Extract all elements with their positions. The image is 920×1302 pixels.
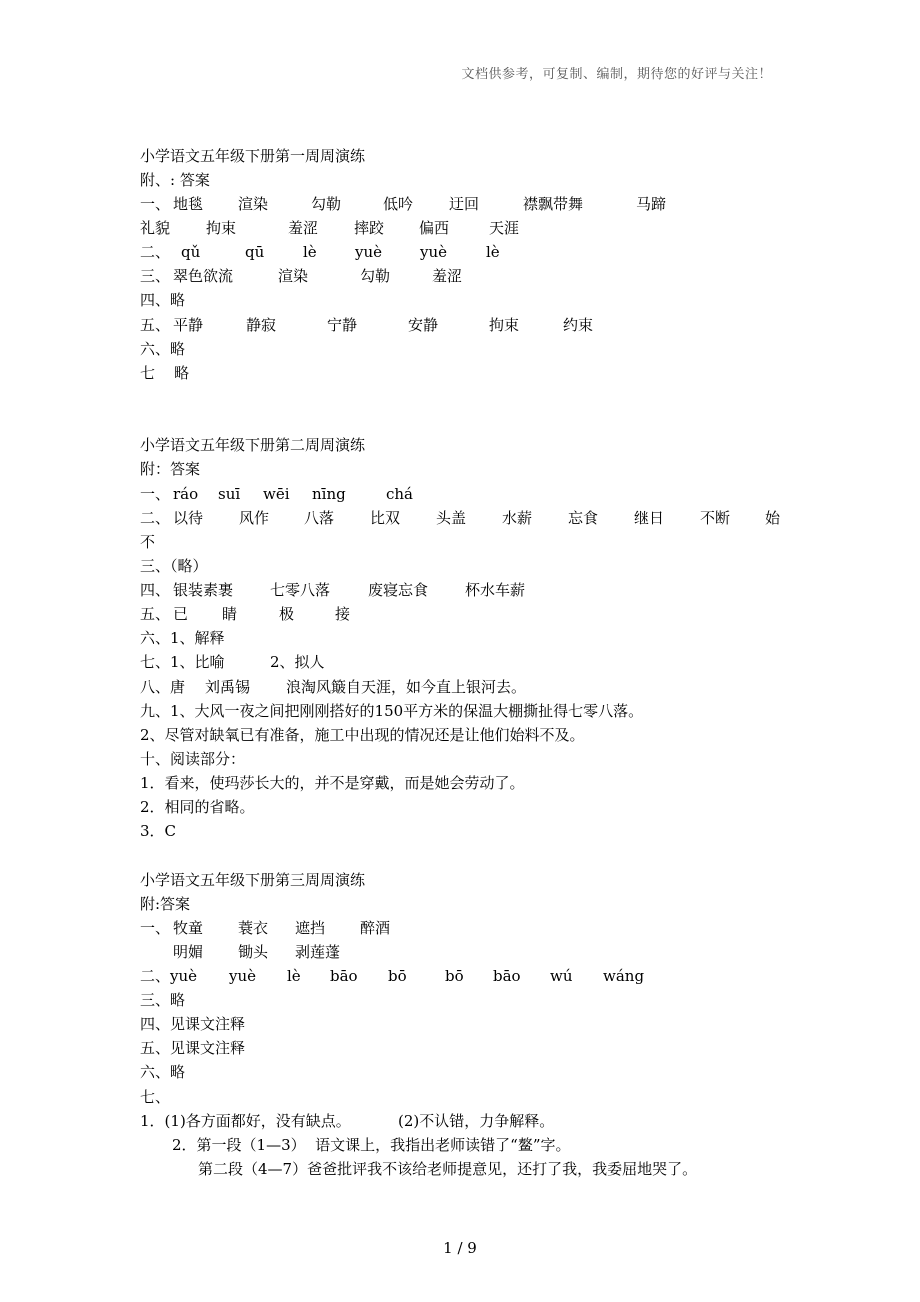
answer-item: yuè [355,243,383,261]
answer-item: 锄头 [238,943,269,961]
q-number: 五、 [140,316,171,334]
week2-q8 [140,677,527,697]
answer-item: 明媚 [173,943,204,961]
week1-q6: 六、略 [140,340,186,358]
answer-item: wēi [263,485,290,503]
answer-item: 礼貌 [140,219,171,237]
answer-item: 头盖 [436,509,467,527]
week1-q7: 七 略 [140,364,190,382]
answer-item: 遮挡 [295,919,326,937]
week2-reading-3: 3．C [140,822,177,840]
q-number: 二、 [140,243,171,261]
answer-item: yuè [420,243,448,261]
q-number: 一、 [140,195,171,213]
answer-item: 七、1、比喻 [140,653,225,671]
answer-item: lè [287,967,301,985]
answer-item: 羞涩 [432,267,463,285]
page-number: 1 / 9 [443,1239,477,1257]
answer-item: 低吟 [383,195,414,213]
answer-item: 偏西 [419,219,450,237]
answer-item: 浪淘风簸自天涯，如今直上银河去。 [286,678,527,696]
week2-q5 [140,604,351,624]
answer-item: 刘禹锡 [205,678,251,696]
answer-item: 接 [335,605,351,623]
answer-item: 2、拟人 [270,653,325,671]
answer-item: suī [218,485,241,503]
answer-item: 蓑衣 [238,919,269,937]
answer-item: 1．(1)各方面都好，没有缺点。 [140,1112,351,1130]
week2-q3: 三、（略） [140,557,208,575]
q-number: 五、 [140,605,171,623]
q-number: 四、 [140,581,171,599]
q-number: 一、 [140,485,171,503]
week1-answer-label: 附、: 答案 [140,171,210,189]
answer-item: 以待 [173,509,204,527]
week3-title: 小学语文五年级下册第三周周演练 [140,871,366,889]
week1-q1-row1 [140,194,667,214]
page-header: 文档供参考，可复制、编制，期待您的好评与关注！ [461,67,772,82]
answer-item: yuè [229,967,257,985]
answer-item: 已 [173,605,189,623]
week1-q4: 四、略 [140,291,186,309]
q-number: 二、 [140,509,171,527]
answer-item: 剥莲蓬 [295,943,341,961]
answer-item: bāo [493,967,521,985]
week2-q6: 六、1、解释 [140,629,225,647]
answer-item: nīng [312,485,346,503]
answer-item: 银装素裹 [173,581,234,599]
answer-item: qū [245,243,265,261]
week2-q4 [140,580,526,600]
answer-item: bō [445,967,464,985]
answer-item: qǔ [181,243,201,261]
answer-item: 风作 [239,509,270,527]
week3-q2 [140,966,645,986]
answer-item: ráo [173,485,199,503]
answer-item: 七零八落 [270,581,331,599]
answer-item: 约束 [563,316,594,334]
answer-item: 勾勒 [360,267,391,285]
answer-item: 八、唐 [140,678,186,696]
week3-answer-label: 附:答案 [140,895,191,913]
week2-answer-label: 附：答案 [140,460,201,478]
week3-q4: 四、见课文注释 [140,1015,246,1033]
answer-item: yuè [170,967,198,985]
answer-item: 始 [765,509,781,527]
week3-q3: 三、略 [140,991,186,1009]
week3-reading-2: 2．第一段（1—3） 语文课上，我指出老师读错了“鳌”字。 [172,1136,571,1154]
answer-item: 平静 [173,316,204,334]
answer-item: 摔跤 [354,219,385,237]
answer-item: 迂回 [449,195,480,213]
answer-item: 牧童 [173,919,204,937]
answer-item: 极 [279,605,295,623]
answer-item: 羞涩 [288,219,319,237]
week3-q1-row1 [140,918,391,938]
week2-q7 [140,652,325,672]
answer-item: 宁静 [327,316,358,334]
q-number: 二、 [140,967,171,985]
answer-item: 废寝忘食 [368,581,429,599]
answer-item: 天涯 [489,219,520,237]
answer-item: 水薪 [502,509,533,527]
answer-item: 继日 [634,509,665,527]
answer-item: 不断 [700,509,731,527]
answer-item: 醉酒 [360,919,391,937]
answer-item: wú [550,967,573,985]
answer-item: 睛 [222,605,238,623]
answer-item: 静寂 [246,316,277,334]
week2-q9-1: 九、1、大风一夜之间把刚刚搭好的150平方米的保温大棚撕扯得七零八落。 [140,702,644,720]
answer-item: 翠色欲流 [173,267,234,285]
week1-q2 [140,242,500,262]
answer-item: chá [386,485,414,503]
week2-q1 [140,484,414,504]
answer-item: 拘束 [206,219,237,237]
answer-item: 安静 [408,316,439,334]
week1-q5 [140,315,594,335]
answer-item: wáng [603,967,645,985]
answer-item: 襟飘带舞 [523,195,584,213]
answer-item: 勾勒 [311,195,342,213]
answer-item: bō [388,967,407,985]
answer-item: 杯水车薪 [465,581,526,599]
answer-item: 忘食 [568,509,599,527]
week3-q5: 五、见课文注释 [140,1039,246,1057]
week3-q7: 七、 [140,1088,171,1106]
week3-q6: 六、略 [140,1063,186,1081]
week2-q9-2: 2、尽管对缺氧已有准备，施工中出现的情况还是让他们始料不及。 [140,726,585,744]
week2-title: 小学语文五年级下册第二周周演练 [140,436,366,454]
answer-item: 马蹄 [636,195,667,213]
week2-reading-1: 1．看来，使玛莎长大的，并不是穿戴，而是她会劳动了。 [140,774,525,792]
answer-item: 拘束 [489,316,520,334]
answer-item: lè [486,243,500,261]
answer-item: (2)不认错，力争解释。 [398,1112,555,1130]
answer-item: lè [303,243,317,261]
week2-q2 [140,508,781,528]
week1-title: 小学语文五年级下册第一周周演练 [140,147,366,165]
week2-q2-wrap: 不 [140,533,156,551]
answer-item: 渲染 [238,195,269,213]
answer-item: 比双 [370,509,401,527]
q-number: 一、 [140,919,171,937]
answer-item: 地毯 [173,195,204,213]
week3-reading-1 [140,1111,555,1131]
week1-q3 [140,266,463,286]
answer-item: 八落 [304,509,335,527]
week2-q10: 十、阅读部分： [140,750,246,768]
week2-reading-2: 2．相同的省略。 [140,798,255,816]
answer-item: 渲染 [278,267,309,285]
q-number: 三、 [140,267,171,285]
answer-item: bāo [330,967,358,985]
week3-reading-3: 第二段（4—7）爸爸批评我不该给老师提意见，还打了我，我委屈地哭了。 [198,1160,698,1178]
